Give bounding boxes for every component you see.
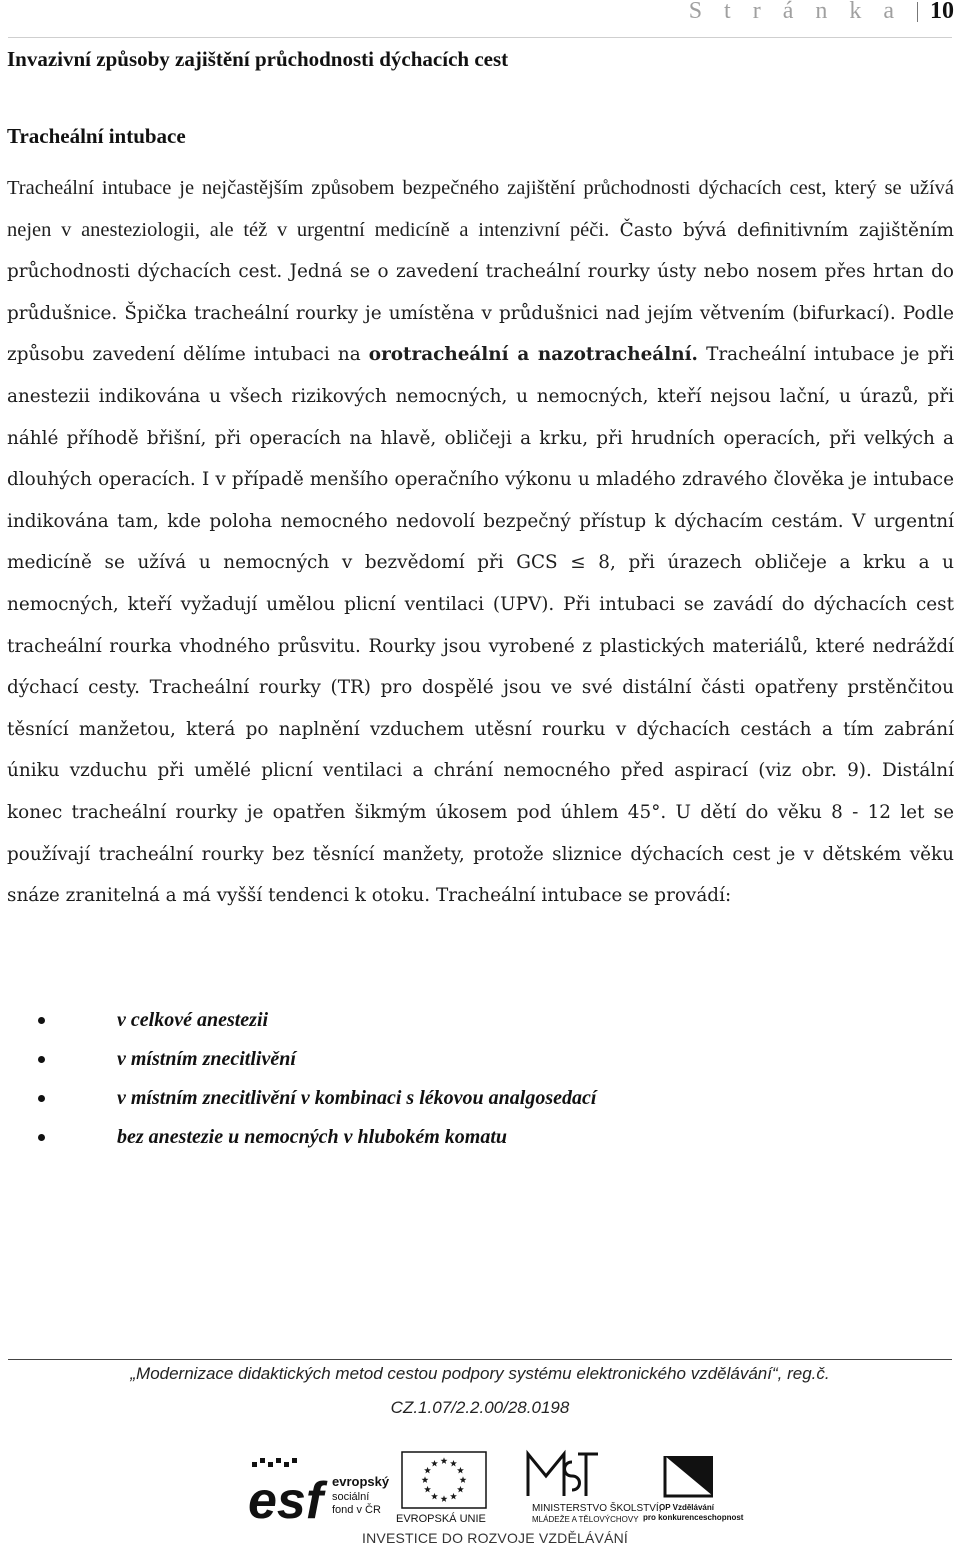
logo-caption: INVESTICE DO ROZVOJE VZDĚLÁVÁNÍ bbox=[362, 1530, 629, 1546]
list-item bbox=[0, 1040, 596, 1079]
page-separator bbox=[917, 2, 918, 22]
body-paragraph bbox=[7, 168, 954, 917]
body-intro: Tracheální intubace je nejčastějším způsobem bezpečného zajištění průchodnosti dýchacích cest, který se užívá nejen v anesteziologii, ale též v urgentní medicíně a intenzivní péči. bbox=[7, 177, 954, 241]
body-text-1: Často bývá definitivním zajištěním průchodnosti dýchacích cest. Jedná se o zavedení tracheální rourky ústy nebo nosem přes hrtan do průdušnice. Špička tracheální rourky je umístěna v průdušnici nad jejím větvením (bifurkací). Podle způsobu zavedení dělíme intubaci na bbox=[7, 219, 954, 366]
bullet-icon bbox=[38, 1017, 45, 1024]
list-item-text: v místním znecitlivění v kombinaci s lékovou analgosedací bbox=[117, 1087, 597, 1109]
msmt-logo bbox=[516, 1448, 662, 1528]
bullet-icon bbox=[38, 1134, 45, 1141]
header-divider bbox=[8, 37, 952, 38]
bullet-list bbox=[0, 1001, 596, 1157]
footer-project-title: „Modernizace didaktických metod cestou podpory systému elektronického vzdělávání“, reg.č. bbox=[130, 1364, 830, 1383]
eu-flag-logo bbox=[398, 1450, 510, 1526]
op-text-2: pro konkurenceschopnost bbox=[643, 1513, 744, 1522]
svg-text:esf: esf bbox=[248, 1472, 324, 1530]
page-number: 10 bbox=[930, 0, 954, 24]
esf-text-1: evropský bbox=[332, 1474, 390, 1489]
op-text-1: OP Vzdělávání bbox=[659, 1503, 714, 1512]
list-item-text: v místním znecitlivění bbox=[117, 1048, 296, 1070]
msmt-text-2: MLÁDEŽE A TĚLOVÝCHOVY bbox=[532, 1515, 639, 1524]
page-header bbox=[0, 0, 960, 38]
msmt-text-1: MINISTERSTVO ŠKOLSTVÍ, bbox=[532, 1503, 662, 1514]
op-vk-logo bbox=[643, 1452, 744, 1526]
esf-text-2: sociální bbox=[332, 1491, 370, 1503]
footer-registration: CZ.1.07/2.2.00/28.0198 bbox=[390, 1398, 570, 1417]
list-item bbox=[0, 1118, 596, 1157]
section-title: Tracheální intubace bbox=[7, 124, 186, 148]
esf-logo bbox=[248, 1456, 390, 1530]
body-bold-term: orotracheální a nazotracheální. bbox=[368, 344, 698, 366]
bullet-icon bbox=[38, 1095, 45, 1102]
body-text-2: Tracheální intubace je při anestezii indikována u všech rizikových nemocných, u nemocných, kteří nejsou lační, u úrazů, při náhlé příhodě břišní, při operacích na hlavě, obličeji a krku, při hrudních operacích, při velkých a dlouhých operacích. I v případě menšího operačního výkonu u mladého zdravého člověka je intubace indikována tam, kde poloha nemocného nedovolí bezpečný přístup k dýchacím cestám. V urgentní medicíně se užívá u nemocných v bezvědomí při GCS ≤ 8, při úrazech obličeje a krku a u nemocných, kteří vyžadují umělou plicní ventilaci (UPV). Při intubaci se zavádí do dýchacích cest tracheální rourka vhodného průsvitu. Rourky jsou vyrobené z plastických materiálů, které nedráždí dýchací cesty. Tracheální rourky (TR) pro dospělé jsou ve své distální části opatřeny prstěnčitou těsnící manžetou, která po naplnění vzduchem utěsní rourku v dýchacích cestách a tím zabrání úniku vzduchu při umělé plicní ventilaci a chrání nemocného před aspirací (viz obr. 9). Distální konec tracheální rourky je opatřen šikmým úkosem pod úhlem 45°. U dětí do věku 8 - 12 let se používají tracheální rourky bez těsnící manžety, protože sliznice dýchacích cest je v dětském věku snáze zranitelná a má vyšší tendenci k otoku. Tracheální intubace se provádí: bbox=[7, 344, 955, 907]
logo-strip bbox=[248, 1448, 744, 1530]
list-item bbox=[0, 1001, 596, 1040]
bullet-icon bbox=[38, 1056, 45, 1063]
list-item-text: bez anestezie u nemocných v hlubokém komatu bbox=[117, 1126, 507, 1148]
page-title: Invazivní způsoby zajištění průchodnosti dýchacích cest bbox=[7, 47, 509, 71]
page-label: S t r á n k a bbox=[688, 0, 902, 24]
footer-divider bbox=[8, 1359, 952, 1360]
list-item-text: v celkové anestezii bbox=[117, 1009, 269, 1031]
list-item bbox=[0, 1079, 596, 1118]
esf-text-3: fond v ČR bbox=[332, 1504, 381, 1516]
eu-text: EVROPSKÁ UNIE bbox=[396, 1513, 486, 1525]
